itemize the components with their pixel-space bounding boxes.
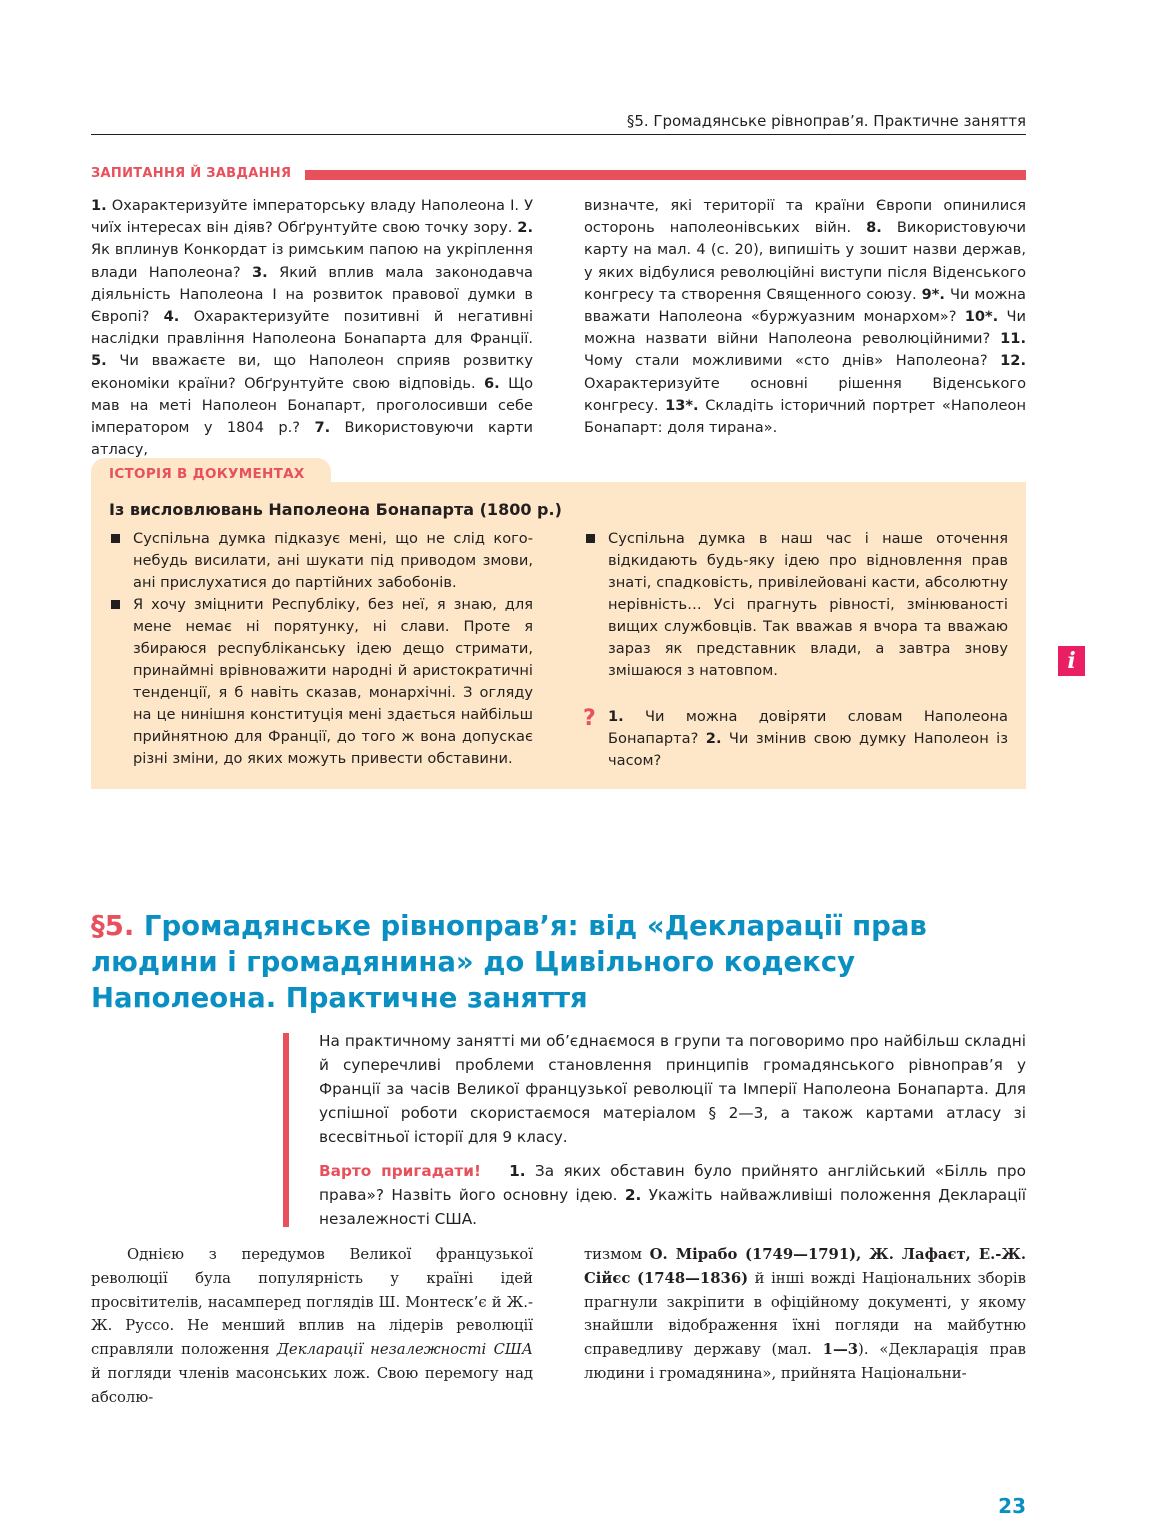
- item-number: 8.: [866, 219, 882, 237]
- page-number: 23: [998, 1494, 1026, 1518]
- quote-bullet: Суспільна думка підказує мені, що не слід кого-небудь висилати, ані шукати під приводом змови, ані прислухатися до партійних забобонів.: [109, 528, 533, 594]
- text-run: ). «Декларація прав людини і громадянина», прийнята Національни-: [584, 1341, 1026, 1382]
- documents-right-column: [584, 528, 1008, 682]
- item-number: 6.: [484, 374, 500, 392]
- item-number: 11.: [1000, 330, 1026, 348]
- item-number: 13*.: [665, 396, 699, 414]
- text-run: (1748—1836): [636, 1269, 749, 1287]
- item-text: Що мав на меті Наполеон Бонапарт, проголосивши себе імператором у 1804 р.?: [91, 374, 534, 437]
- running-header: §5. Громадянське рівноправ’я. Практичне заняття: [626, 112, 1026, 130]
- item-text: Чи можна довіряти словам Наполеона Бонапарта?: [608, 708, 1008, 747]
- quote-bullet: Я хочу зміцнити Республіку, без неї, я знаю, для мене немає ні порятунку, ні слави. Проте я збираюся республіканську ідею дещо стримати, принаймні врівноважити народні й аристократичні тенденції, я б навіть сказав, монархічні. З огляду на це нинішня конституція мені здається найбільш прийнятною для Франції, до того ж вона допускає різні зміни, до яких можуть привести обставини.: [109, 594, 533, 770]
- item-text: Чи можна вважати Наполеона «буржуазним монархом»?: [584, 285, 1026, 326]
- text-run: Декларації незалежності США: [276, 1341, 533, 1359]
- item-number: 9*.: [921, 285, 945, 303]
- item-number: 2.: [624, 1186, 642, 1204]
- section-title: [91, 908, 991, 1016]
- item-text: визначте, які території та країни Європи опинилися осторонь наполеонівських війн.: [584, 197, 1026, 237]
- square-bullet-icon: [111, 534, 120, 543]
- intro-side-bar: [283, 1033, 289, 1227]
- info-marker-icon: i: [1058, 646, 1085, 676]
- item-text: Як вплинув Конкордат із римським папою на укріплення влади Наполеона?: [91, 241, 533, 281]
- item-text: Чи вважаєте ви, що Наполеон сприяв розвитку економіки країни? Обґрунтуйте свою відповідь.: [91, 352, 533, 392]
- item-number: 10*.: [964, 308, 999, 326]
- item-text: Який вплив мала законодавча діяльність Наполеона І на розвиток правової думки в Європі?: [91, 263, 534, 326]
- item-number: 4.: [163, 308, 180, 326]
- questions-left-column: [91, 195, 533, 461]
- intro-text: На практичному занятті ми об’єднаємося в групи та поговоримо про найбільш складні й суперечливі проблеми становлення принципів громадянського рівноправ’я у Франції за часів Великої французької революції та Імперії Наполеона Бонапарта. Для успішної роботи скористаємося матеріалом § 2—3, а також картами атласу зі всесвітньої історії для 9 класу.: [319, 1032, 1026, 1146]
- questions-right-column: [584, 195, 1026, 439]
- documents-tab-label: ІСТОРІЯ В ДОКУМЕНТАХ: [109, 466, 305, 482]
- remember-block: [319, 1159, 1026, 1231]
- header-rule: [91, 134, 1026, 135]
- text-run: Однією з передумов Великої французької революції була популярність у країні ідей просвітителів, насамперед поглядів Ш. Монтеск’є й Ж.-Ж. Руссо. Не менший вплив на лідерів революції справляли положення: [91, 1246, 533, 1359]
- questions-left-text: [91, 195, 533, 461]
- item-text: Використовуючи карту на мал. 4 (с. 20), випишіть у зошит назви держав, у яких відбулися революційні виступи після Віденського конгресу та створення Священного союзу.: [584, 219, 1026, 303]
- text-run: (1749—1791), Ж. Лафаєт, Е.-Ж. Сійєс: [584, 1246, 1026, 1287]
- item-number: 7.: [314, 419, 331, 437]
- item-text: Чи можна назвати війни Наполеона революційними?: [584, 308, 1027, 348]
- item-number: 2.: [705, 730, 722, 747]
- section-title-text: Громадянське рівноправ’я: від «Декларації прав людини і громадянина» до Цивільного кодексу Наполеона. Практичне заняття: [91, 910, 927, 1014]
- square-bullet-icon: [111, 600, 120, 609]
- item-text: Використовуючи карти атласу,: [91, 419, 534, 459]
- body-left-column: [91, 1243, 533, 1410]
- question-mark-icon: ?: [583, 706, 596, 731]
- documents-left-column: [109, 528, 533, 770]
- documents-questions: [608, 706, 1008, 772]
- questions-right-text: [584, 195, 1026, 439]
- questions-title-bar: [305, 170, 1026, 180]
- text-run: й інші вожді Національних зборів прагнули закріпити в офіційному документі, у якому знайшли відображення їхні погляди на майбутню справедливу державу (мал.: [584, 1269, 1026, 1359]
- text-run: 1—3: [822, 1341, 859, 1359]
- square-bullet-icon: [586, 534, 595, 543]
- text-run: й погляди членів масонських лож. Свою перемогу над абсолю-: [91, 1364, 533, 1406]
- body-right-column: [584, 1243, 1026, 1386]
- item-number: 3.: [252, 263, 268, 281]
- item-number: 5.: [91, 352, 107, 370]
- item-number: 2.: [517, 219, 533, 237]
- item-text: Складіть історичний портрет «Наполеон Бонапарт: доля тирана».: [584, 396, 1026, 437]
- item-text: За яких обставин було прийнято англійський «Білль про права»? Назвіть його основну ідею.: [319, 1162, 1026, 1204]
- text-run: тизмом: [584, 1246, 650, 1263]
- quote-bullet: Суспільна думка в наш час і наше оточення відкидають будь-яку ідею про відновлення прав знаті, спадковість, привілейовані касти, абсолютну нерівність… Усі прагнуть рівності, змінюваності вищих службовців. Так вважав я вчора та вважаю зараз як представник влади, а завтра знову змішаюся з натовпом.: [584, 528, 1008, 682]
- remember-label: Варто пригадати!: [319, 1162, 481, 1180]
- item-number: 1.: [509, 1162, 526, 1180]
- documents-heading: Із висловлювань Наполеона Бонапарта (1800 р.): [109, 500, 562, 519]
- item-text: Охарактеризуйте імператорську владу Наполеона І. У чиїх інтересах він діяв? Обґрунтуйте свою точку зору.: [91, 197, 533, 237]
- section-number: §5.: [91, 910, 135, 942]
- text-run: [737, 1246, 745, 1263]
- item-text: Укажіть найважливіші положення Декларації незалежності США.: [319, 1186, 1027, 1228]
- item-number: 1.: [608, 708, 624, 725]
- item-text: Охарактеризуйте основні рішення Віденського конгресу.: [584, 374, 1026, 414]
- item-text: Чи змінив свою думку Наполеон із часом?: [608, 730, 1008, 769]
- item-text: Чому стали можливими «сто днів» Наполеона?: [584, 352, 1001, 370]
- item-text: Охарактеризуйте позитивні й негативні наслідки правління Наполеона Бонапарта для Франції.: [91, 308, 533, 348]
- text-run: О. Мірабо: [649, 1246, 738, 1263]
- item-number: 1.: [91, 197, 107, 214]
- questions-title: ЗАПИТАННЯ Й ЗАВДАННЯ: [91, 166, 292, 181]
- item-number: 12.: [1000, 352, 1026, 370]
